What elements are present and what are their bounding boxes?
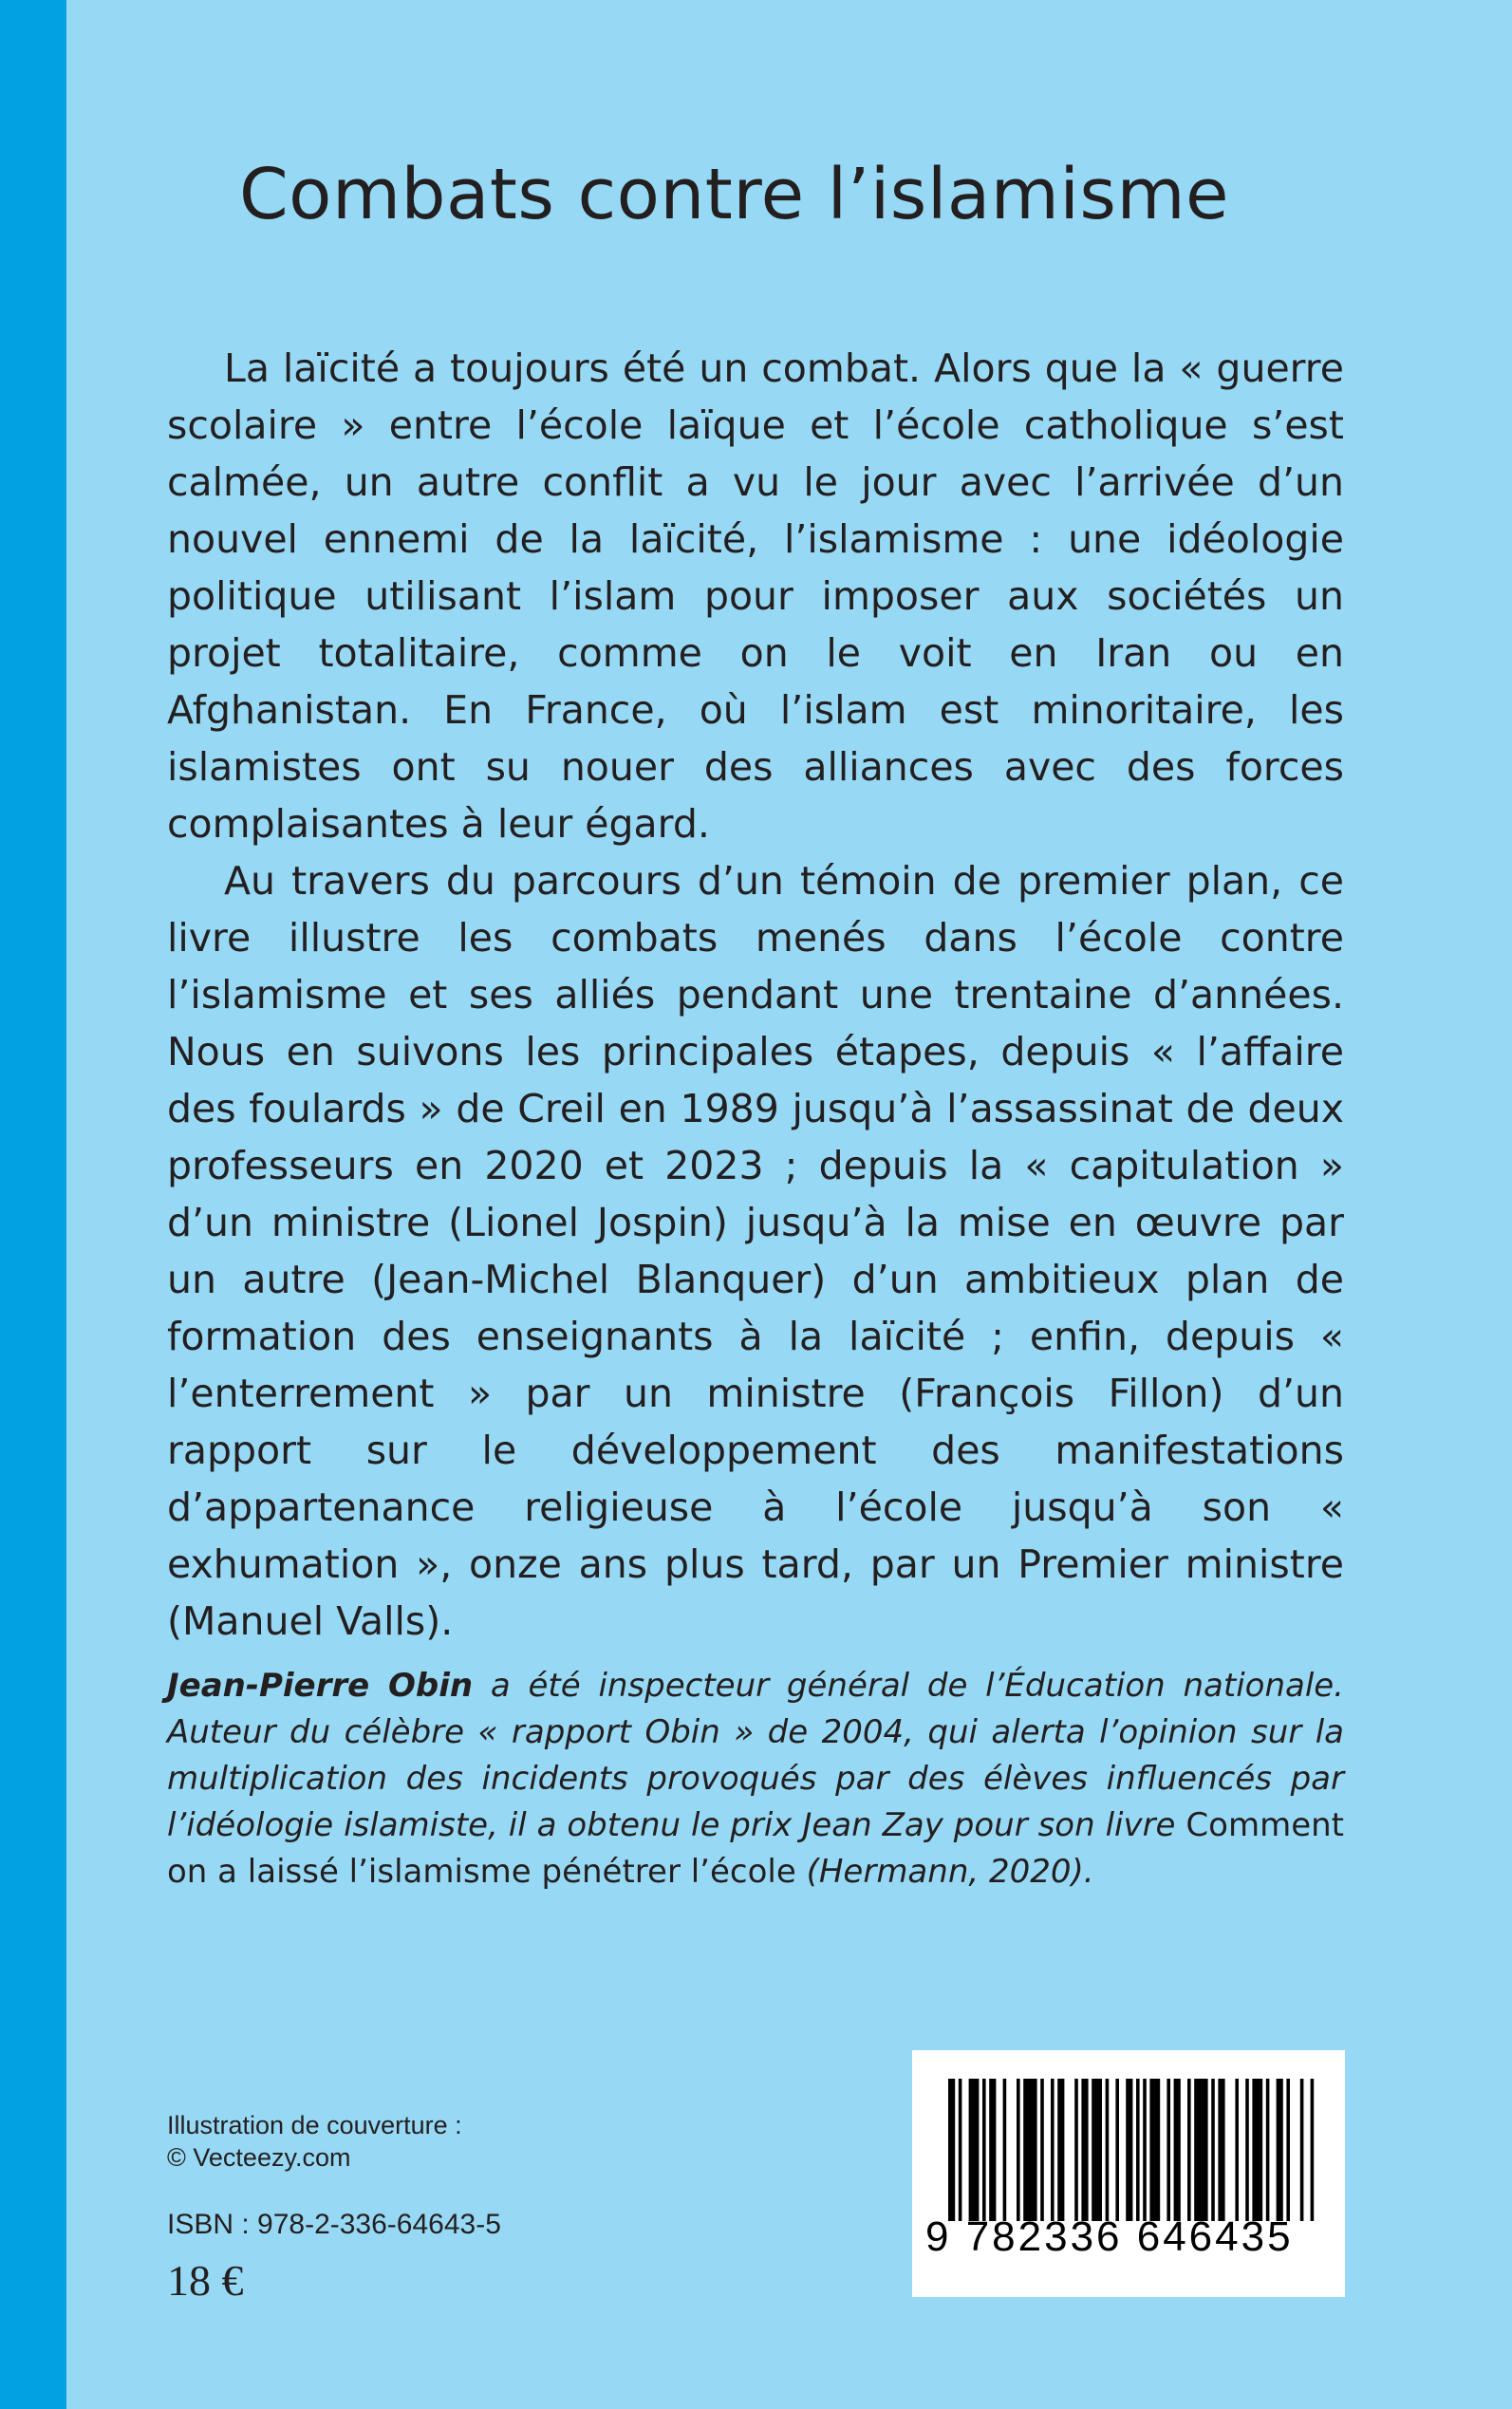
barcode-digits: 9 782336 646435 [925,2213,1294,2260]
barcode-icon [941,2079,1316,2221]
summary-paragraph-2: Au travers du parcours d’un témoin de premier plan, ce livre illustre les combats menés dans l’école contre l’islamisme et ses alliés pendant une trentaine d’années. Nous en suivons les principales étapes, depuis « l’affaire des foulards » de Creil en 1989 jusqu’à l’assassinat de deux professeurs en 2020 et 2023 ; depuis la « capitulation » d’un ministre (Lionel Jospin) jusqu’à la mise en œuvre par un autre (Jean-Michel Blanquer) d’un ambitieux plan de formation des enseignants à la laïcité ; enfin, depuis « l’enterrement » par un ministre (François Fillon) d’un rapport sur le développement des manifestations d’appartenance religieuse à l’école jusqu’à son « exhumation », onze ans plus tard, par un Premier ministre (Manuel Valls). [167,858,1344,1644]
price: 18 € [167,2256,244,2305]
credits-source: © Vecteezy.com [167,2143,351,2172]
illustration-credits [167,2109,737,2174]
credits-label: Illustration de couverture : [167,2111,462,2139]
barcode-panel [912,2050,1345,2297]
author-bio [167,1663,1344,1895]
bio-text: a été inspecteur général de l’Éducation nationale. Auteur du célèbre « rapport Obin » de 2004, qui alerta l’opinion sur la multiplication des incidents provoqués par des élèves influencés par l’idéologie islamiste, il a obtenu le prix Jean Zay pour son livre [167,1667,1344,1844]
isbn: ISBN : 978-2-336-64643-5 [167,2209,501,2240]
back-cover-summary [167,340,1344,1650]
blue-spine-strip [0,0,66,2409]
summary-paragraph-1: La laïcité a toujours été un combat. Alors que la « guerre scolaire » entre l’école laïque et l’école catholique s’est calmée, un autre conflit a vu le jour avec l’arrivée d’un nouvel ennemi de la laïcité, l’islamisme : une idéologie politique utilisant l’islam pour imposer aux sociétés un projet totalitaire, comme on le voit en Iran ou en Afghanistan. En France, où l’islam est minoritaire, les islamistes ont su nouer des alliances avec des forces complaisantes à leur égard. [167,345,1344,847]
book-title: Combats contre l’islamisme [239,153,1230,235]
previous-book-title: Comment on a laissé l’islamisme pénétrer l’école [167,1806,1344,1891]
author-name: Jean-Pierre Obin [167,1667,474,1705]
previous-book-publisher: (Hermann, 2020). [795,1853,1094,1891]
